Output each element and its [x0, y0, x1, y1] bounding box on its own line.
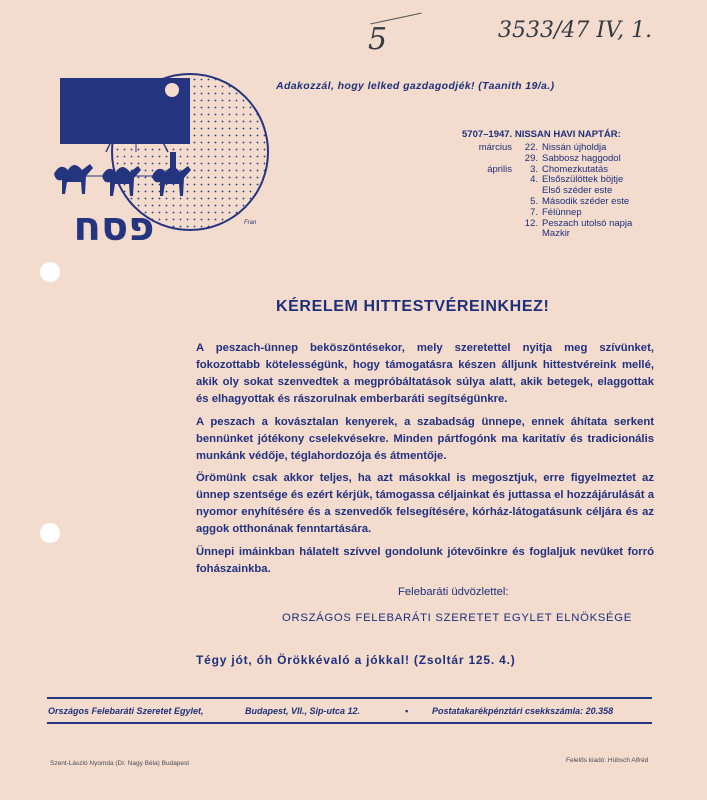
- printer-credit: Szent-László Nyomda (Dr. Nagy Béla) Budapest: [50, 760, 190, 767]
- calendar-list: [470, 143, 655, 240]
- organization-signature: ORSZÁGOS FELEBARÁTI SZERETET EGYLET ELNÖKSÉGE: [282, 612, 632, 624]
- paragraph-3: Örömünk csak akkor teljes, ha azt másokkal is megosztjuk, erre figyelmeztet az ünnep szentsége és ezért kérjük, támogassa céljainkat és juttassa el hozzájárulását a nyomor enyhítésére és a szenvedők felsegítésére, kórház-látogatásunk céljára és az aggok otthonának fenntartására.: [196, 472, 654, 535]
- paragraph-4: Ünnepi imáinkban hálatelt szívvel gondolunk jótevőinkre és foglaljuk nevüket forró fohászainkba.: [196, 546, 654, 575]
- footer-rule-top: [47, 697, 652, 699]
- footer-account: Postatakarékpénztári csekkszámla: 20.358: [432, 706, 614, 716]
- handwritten-underline: [370, 13, 421, 25]
- handwritten-reference: 3533/47 IV, 1.: [498, 18, 653, 43]
- hebrew-pesach-text: פסח: [73, 204, 155, 248]
- calendar-row: 29. Sabbosz haggodol: [524, 152, 621, 164]
- footer-rule-bottom: [47, 722, 652, 724]
- paragraph-2: A peszach a kovásztalan kenyerek, a szabadság ünnepe, ennek áhítata serkent bennünket jótékony cselekvésekre. Minden pártfogónk ma karitatív és tradicionális munkánk védője, téglahordozója és átmentője.: [196, 416, 654, 462]
- punch-hole-bottom: [40, 523, 60, 543]
- calendar-row: 4. Elsőszülöttek böjtje: [530, 174, 624, 186]
- footer-bullet: •: [405, 706, 409, 716]
- letter-heading: KÉRELEM HITTESTVÉREINKHEZ!: [276, 298, 550, 315]
- calendar-row: április 3. Chomezkutatás: [487, 163, 609, 175]
- punch-hole-top: [40, 262, 60, 282]
- calendar-row: március 22. Nissán újholdja: [478, 142, 607, 153]
- calendar-row: Mazkir: [542, 228, 570, 240]
- motto-text: Adakozzál, hogy lelked gazdagodjék! (Taanith 19/a.): [276, 80, 555, 92]
- calendar-row: 5. Második széder este: [530, 195, 630, 207]
- calendar-row: Első széder este: [542, 185, 613, 197]
- handwritten-number: 5: [368, 22, 388, 57]
- greeting-text: Felebaráti üdvözlettel:: [398, 586, 509, 598]
- paragraph-1: A peszach-ünnep beköszöntésekor, mely szeretettel nyitja meg szívünket, fokozottabb kötelességünk, hogy támogatásra készen álljunk hittestvéreink mellé, akik oly sokat szenvedtek a megpróbáltatások súlya alatt, akik betegek, elaggottak és elhagyottak és rászorulnak emberbaráti segítségünkre.: [196, 342, 654, 405]
- pesach-logo: [44, 48, 276, 248]
- calendar-title: 5707–1947. NISSAN HAVI NAPTÁR:: [462, 129, 621, 140]
- footer-address: Budapest, VII., Sip-utca 12.: [245, 706, 361, 716]
- star-icon: ✦: [64, 111, 75, 125]
- calendar-row: 12. Peszach utolsó napja: [524, 217, 633, 229]
- psalm-quote: Tégy jót, óh Örökkévaló a jókkal! (Zsoltár 125. 4.): [196, 653, 516, 667]
- footer-org: Országos Felebaráti Szeretet Egylet,: [48, 706, 204, 716]
- artist-signature: Fran: [244, 220, 257, 226]
- calendar-row: 7. Félünnep: [530, 206, 582, 218]
- publisher-credit: Felelős kiadó: Hübsch Alfréd: [566, 757, 649, 764]
- moon-icon: [165, 83, 179, 97]
